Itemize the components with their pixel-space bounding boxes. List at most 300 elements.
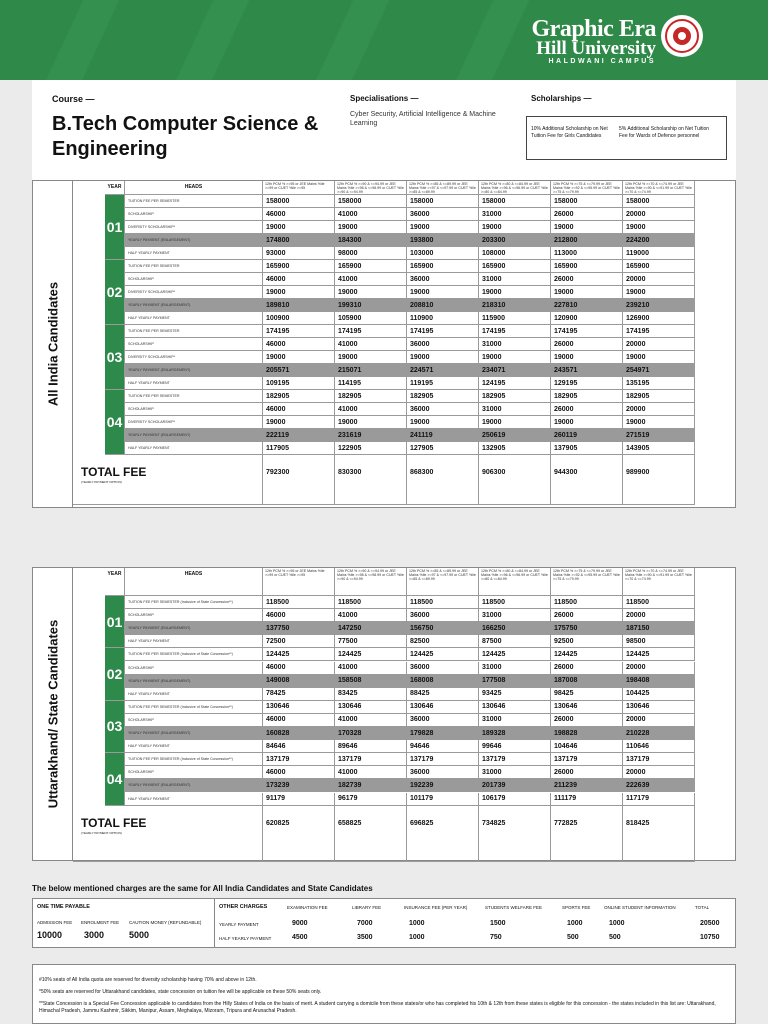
state-title-cell xyxy=(33,568,73,860)
other-charge-value: 3500 xyxy=(357,934,373,941)
fee-value: 189810 xyxy=(263,299,335,312)
criteria-header: 12th PCM % >=85 & <=89.99 or JEE Mains %ile >=97 & <=97.99 or CUET %ile >=85 & <=89.99 xyxy=(407,181,479,195)
fee-value: 124425 xyxy=(335,648,407,661)
fee-value: 224571 xyxy=(407,364,479,377)
fee-value: 19000 xyxy=(623,351,695,364)
fee-value: 126900 xyxy=(623,312,695,325)
fee-value: 165900 xyxy=(335,260,407,273)
fee-value: 205571 xyxy=(263,364,335,377)
criteria-header: 12th PCM % >=90 & <=94.99 or JEE Mains %ile >=98 & <=98.99 or CUET %ile >=90 & <=94.99 xyxy=(335,568,407,596)
other-charge-row-label: HALF YEARLY PAYMENT xyxy=(219,936,272,941)
fee-value: 19000 xyxy=(407,351,479,364)
fee-value: 26000 xyxy=(551,208,623,221)
fee-value: 243571 xyxy=(551,364,623,377)
row-head: YEARLY PAYMENT (ENLARGEMENT) xyxy=(125,779,263,792)
total-fee-label xyxy=(73,455,263,505)
other-charge-value: 9000 xyxy=(292,920,308,927)
fee-value: 77500 xyxy=(335,635,407,648)
fee-value: 119195 xyxy=(407,377,479,390)
fee-value: 165900 xyxy=(551,260,623,273)
fee-value: 19000 xyxy=(551,221,623,234)
fee-value: 19000 xyxy=(407,416,479,429)
row-head: HALF YEARLY PAYMENT xyxy=(125,793,263,806)
seal-icon xyxy=(660,14,704,58)
fee-value: 199310 xyxy=(335,299,407,312)
fee-value: 130646 xyxy=(623,701,695,714)
row-head: HALF YEARLY PAYMENT xyxy=(125,635,263,648)
fee-value: 198408 xyxy=(623,675,695,688)
fee-value: 208810 xyxy=(407,299,479,312)
total-fee-label xyxy=(73,806,263,862)
fee-value: 31000 xyxy=(479,338,551,351)
row-head: YEARLY PAYMENT (ENLARGEMENT) xyxy=(125,622,263,635)
row-head: HALF YEARLY PAYMENT xyxy=(125,442,263,455)
heads-header: HEADS xyxy=(125,568,263,596)
fee-value: 156750 xyxy=(407,622,479,635)
fee-value: 147250 xyxy=(335,622,407,635)
fee-value: 36000 xyxy=(407,403,479,416)
fee-value: 31000 xyxy=(479,766,551,779)
fee-value: 19000 xyxy=(623,416,695,429)
fee-value: 41000 xyxy=(335,338,407,351)
fee-value: 36000 xyxy=(407,714,479,727)
fee-value: 41000 xyxy=(335,609,407,622)
scholarship-defence: 5% Additional Scholarship on Net Tuition Fee for Wards of Defence personnel xyxy=(619,126,710,139)
fee-value: 132905 xyxy=(479,442,551,455)
fee-value: 182905 xyxy=(623,390,695,403)
one-time-value: 3000 xyxy=(84,930,105,940)
total-value: 989900 xyxy=(623,455,695,505)
row-head: SCHOLARSHIP xyxy=(125,208,263,221)
criteria-header: 12th PCM % >=95 or JEE Mains %ile >=99 or CUET %ile >=95 xyxy=(263,181,335,195)
fee-value: 130646 xyxy=(551,701,623,714)
other-charge-value: 1000 xyxy=(609,920,625,927)
fee-value: 137179 xyxy=(335,753,407,766)
fee-value: 168008 xyxy=(407,675,479,688)
fee-value: 96179 xyxy=(335,793,407,806)
row-head: YEARLY PAYMENT (ENLARGEMENT) xyxy=(125,299,263,312)
fee-value: 149008 xyxy=(263,675,335,688)
one-time-label: ADMISSION FEE xyxy=(37,920,73,925)
fee-value: 26000 xyxy=(551,766,623,779)
fee-value: 20000 xyxy=(623,208,695,221)
course-title: B.Tech Computer Science & Engineering xyxy=(52,113,319,160)
year-label: 01 xyxy=(105,596,125,648)
other-charge-value: 1000 xyxy=(409,920,425,927)
fee-value: 98000 xyxy=(335,247,407,260)
fee-value: 19000 xyxy=(335,221,407,234)
other-charge-value: 20500 xyxy=(700,920,720,927)
fee-value: 203300 xyxy=(479,234,551,247)
fee-value: 46000 xyxy=(263,714,335,727)
fee-value: 201739 xyxy=(479,779,551,792)
row-head: SCHOLARSHIP xyxy=(125,403,263,416)
fee-value: 170328 xyxy=(335,727,407,740)
fee-value: 20000 xyxy=(623,338,695,351)
fee-value: 109195 xyxy=(263,377,335,390)
fee-value: 239210 xyxy=(623,299,695,312)
fee-value: 93425 xyxy=(479,688,551,701)
fee-value: 158000 xyxy=(479,195,551,208)
fee-value: 19000 xyxy=(479,221,551,234)
row-head: HALF YEARLY PAYMENT xyxy=(125,688,263,701)
fee-value: 105900 xyxy=(335,312,407,325)
row-head: TUITION FEE PER SEMESTER (Inclusive of State Concession**) xyxy=(125,753,263,766)
fee-value: 143905 xyxy=(623,442,695,455)
fee-value: 104646 xyxy=(551,740,623,753)
fee-value: 19000 xyxy=(623,221,695,234)
one-time-value: 5000 xyxy=(129,930,150,940)
other-charge-value: 10750 xyxy=(700,934,720,941)
criteria-header: 12th PCM % >=70 & <=74.99 or JEE Mains %ile >=90 & <=91.99 or CUET %ile >=70 & <=74.99 xyxy=(623,568,695,596)
other-charge-column: TOTAL xyxy=(695,905,710,910)
fee-value: 182905 xyxy=(551,390,623,403)
fee-value: 101179 xyxy=(407,793,479,806)
fee-value: 104425 xyxy=(623,688,695,701)
other-charge-column: LIBRARY FEE xyxy=(352,905,382,910)
fee-value: 158508 xyxy=(335,675,407,688)
row-head: TUITION FEE PER SEMESTER (Inclusive of State Concession**) xyxy=(125,701,263,714)
fee-value: 193800 xyxy=(407,234,479,247)
course-label: Course — xyxy=(52,94,95,104)
campus-name: HALDWANI CAMPUS xyxy=(548,58,656,65)
fee-value: 117905 xyxy=(263,442,335,455)
fee-value: 26000 xyxy=(551,273,623,286)
fee-value: 218310 xyxy=(479,299,551,312)
fee-value: 82500 xyxy=(407,635,479,648)
fee-value: 182905 xyxy=(335,390,407,403)
year-label: 03 xyxy=(105,325,125,390)
fee-value: 31000 xyxy=(479,662,551,675)
fee-value: 31000 xyxy=(479,403,551,416)
fee-value: 122905 xyxy=(335,442,407,455)
other-charge-column: EXAMINATION FEE xyxy=(287,905,328,910)
fee-value: 26000 xyxy=(551,662,623,675)
fee-value: 20000 xyxy=(623,273,695,286)
fee-value: 165900 xyxy=(263,260,335,273)
criteria-header: 12th PCM % >=75 & <=79.99 or JEE Mains %ile >=92 & <=95.99 or CUET %ile >=75 & <=79.99 xyxy=(551,181,623,195)
fee-value: 124425 xyxy=(479,648,551,661)
fee-value: 211239 xyxy=(551,779,623,792)
fee-value: 99646 xyxy=(479,740,551,753)
fee-value: 19000 xyxy=(479,416,551,429)
fee-value: 224200 xyxy=(623,234,695,247)
fee-value: 19000 xyxy=(551,416,623,429)
fee-value: 137750 xyxy=(263,622,335,635)
year-label: 01 xyxy=(105,195,125,260)
fee-value: 182739 xyxy=(335,779,407,792)
fee-value: 19000 xyxy=(407,286,479,299)
fee-value: 174195 xyxy=(623,325,695,338)
fee-value: 113000 xyxy=(551,247,623,260)
row-head: SCHOLARSHIP xyxy=(125,766,263,779)
scholarship-girls: 10% Additional Scholarship on Net Tuition Fee for Girls Candidates xyxy=(531,126,608,139)
fee-value: 187008 xyxy=(551,675,623,688)
criteria-header: 12th PCM % >=90 & <=94.99 or JEE Mains %ile >=98 & <=98.99 or CUET %ile >=90 & <=94.99 xyxy=(335,181,407,195)
fee-value: 127905 xyxy=(407,442,479,455)
row-head: TUITION FEE PER SEMESTER xyxy=(125,325,263,338)
fee-value: 137179 xyxy=(479,753,551,766)
fee-value: 215071 xyxy=(335,364,407,377)
row-head: YEARLY PAYMENT (ENLARGEMENT) xyxy=(125,234,263,247)
fee-value: 118500 xyxy=(551,596,623,609)
fee-value: 260119 xyxy=(551,429,623,442)
fee-value: 46000 xyxy=(263,403,335,416)
fee-value: 19000 xyxy=(263,286,335,299)
other-charge-value: 4500 xyxy=(292,934,308,941)
fee-value: 100900 xyxy=(263,312,335,325)
fee-value: 212800 xyxy=(551,234,623,247)
fee-value: 137179 xyxy=(623,753,695,766)
fee-value: 84646 xyxy=(263,740,335,753)
criteria-header: 12th PCM % >=85 & <=89.99 or JEE Mains %ile >=97 & <=97.99 or CUET %ile >=85 & <=89.99 xyxy=(407,568,479,596)
fee-value: 20000 xyxy=(623,609,695,622)
fee-value: 174195 xyxy=(335,325,407,338)
total-value: 868300 xyxy=(407,455,479,505)
total-fee-subtitle: (YEARLY PAYMENT OPTION) xyxy=(81,830,122,835)
fee-value: 137179 xyxy=(407,753,479,766)
fee-value: 118500 xyxy=(623,596,695,609)
fee-value: 19000 xyxy=(479,286,551,299)
fee-value: 130646 xyxy=(335,701,407,714)
fee-value: 182905 xyxy=(263,390,335,403)
other-charge-value: 7000 xyxy=(357,920,373,927)
one-time-label: ENROLMENT FEE xyxy=(81,920,120,925)
fee-value: 36000 xyxy=(407,609,479,622)
row-head: DIVERSITY SCHOLARSHIP* xyxy=(125,286,263,299)
scholarships-label: Scholarships — xyxy=(531,94,592,103)
fee-value: 124195 xyxy=(479,377,551,390)
fee-value: 174195 xyxy=(263,325,335,338)
fee-value: 19000 xyxy=(551,351,623,364)
footnote: *50% seats are reserved for Uttarakhand candidates, state concession on tuition fee will be applicable on these 50% seats only. xyxy=(39,989,322,995)
criteria-header: 12th PCM % >=95 or JEE Mains %ile >=99 or CUET %ile >=95 xyxy=(263,568,335,596)
fee-value: 165900 xyxy=(407,260,479,273)
total-fee-subtitle: (YEARLY PAYMENT OPTION) xyxy=(81,480,122,484)
fee-value: 94646 xyxy=(407,740,479,753)
one-time-title: ONE TIME PAYABLE xyxy=(37,904,90,910)
total-fee-title: TOTAL FEE xyxy=(81,815,147,830)
university-logo[interactable] xyxy=(498,14,738,70)
criteria-header: 12th PCM % >=80 & <=84.99 or JEE Mains %ile >=96 & <=96.99 or CUET %ile >=80 & <=84.99 xyxy=(479,181,551,195)
fee-value: 78425 xyxy=(263,688,335,701)
brand-name: Graphic Era xyxy=(531,16,656,42)
year-label: 04 xyxy=(105,390,125,455)
footnote: #10% seats of All India quota are reserved for diversity scholarship having 70% and above in 12th. xyxy=(39,977,257,983)
fee-value: 36000 xyxy=(407,662,479,675)
all-india-title: All India Candidates xyxy=(45,281,60,407)
fee-value: 174195 xyxy=(551,325,623,338)
total-value: 830300 xyxy=(335,455,407,505)
total-value: 944300 xyxy=(551,455,623,505)
fee-value: 36000 xyxy=(407,208,479,221)
fee-value: 19000 xyxy=(623,286,695,299)
row-head: TUITION FEE PER SEMESTER (Inclusive of State Concession**) xyxy=(125,648,263,661)
other-charge-column: STUDENTS WELFARE FEE xyxy=(485,905,543,910)
other-charge-value: 500 xyxy=(609,934,621,941)
fee-value: 19000 xyxy=(263,416,335,429)
fee-value: 89646 xyxy=(335,740,407,753)
other-charge-value: 500 xyxy=(567,934,579,941)
fee-value: 83425 xyxy=(335,688,407,701)
fee-value: 19000 xyxy=(335,351,407,364)
year-label: 04 xyxy=(105,753,125,805)
fee-value: 87500 xyxy=(479,635,551,648)
fee-value: 182905 xyxy=(407,390,479,403)
state-section xyxy=(32,567,736,861)
year-label: 02 xyxy=(105,648,125,700)
fee-value: 103000 xyxy=(407,247,479,260)
fee-value: 36000 xyxy=(407,766,479,779)
fee-value: 26000 xyxy=(551,338,623,351)
fee-value: 26000 xyxy=(551,714,623,727)
fee-value: 129195 xyxy=(551,377,623,390)
fee-value: 165900 xyxy=(623,260,695,273)
one-time-value: 10000 xyxy=(37,930,63,940)
fee-value: 130646 xyxy=(479,701,551,714)
other-charge-value: 1500 xyxy=(490,920,506,927)
row-head: TUITION FEE PER SEMESTER xyxy=(125,260,263,273)
fee-value: 120900 xyxy=(551,312,623,325)
fee-value: 135195 xyxy=(623,377,695,390)
fee-value: 41000 xyxy=(335,208,407,221)
fee-value: 88425 xyxy=(407,688,479,701)
fee-value: 192239 xyxy=(407,779,479,792)
row-head: TUITION FEE PER SEMESTER xyxy=(125,390,263,403)
header-banner xyxy=(0,0,768,80)
row-head: SCHOLARSHIP xyxy=(125,273,263,286)
row-head: YEARLY PAYMENT (ENLARGEMENT) xyxy=(125,675,263,688)
fee-value: 118500 xyxy=(335,596,407,609)
fee-value: 174195 xyxy=(407,325,479,338)
row-head: HALF YEARLY PAYMENT xyxy=(125,377,263,390)
fee-value: 189328 xyxy=(479,727,551,740)
fee-value: 124425 xyxy=(623,648,695,661)
fee-value: 175750 xyxy=(551,622,623,635)
fee-value: 20000 xyxy=(623,766,695,779)
fee-value: 31000 xyxy=(479,609,551,622)
fee-value: 72500 xyxy=(263,635,335,648)
fee-value: 158000 xyxy=(551,195,623,208)
year-header: YEAR xyxy=(105,181,125,195)
fee-value: 119000 xyxy=(623,247,695,260)
fee-value: 46000 xyxy=(263,609,335,622)
fee-value: 160828 xyxy=(263,727,335,740)
fee-value: 166250 xyxy=(479,622,551,635)
fee-value: 174195 xyxy=(479,325,551,338)
fee-value: 187150 xyxy=(623,622,695,635)
fee-value: 111179 xyxy=(551,793,623,806)
fee-value: 165900 xyxy=(479,260,551,273)
scholarships-box xyxy=(526,116,727,160)
criteria-header: 12th PCM % >=70 & <=74.99 or JEE Mains %ile >=90 & <=91.99 or CUET %ile >=70 & <=74.99 xyxy=(623,181,695,195)
fee-value: 110900 xyxy=(407,312,479,325)
fee-value: 118500 xyxy=(263,596,335,609)
row-head: HALF YEARLY PAYMENT xyxy=(125,247,263,260)
specialisations-text: Cyber Security, Artificial Intelligence & Machine Learning xyxy=(350,111,496,127)
fee-value: 19000 xyxy=(335,416,407,429)
other-charge-row-label: YEARLY PAYMENT xyxy=(219,922,259,927)
fee-value: 124425 xyxy=(551,648,623,661)
total-value: 772825 xyxy=(551,806,623,862)
fee-value: 124425 xyxy=(263,648,335,661)
row-head: HALF YEARLY PAYMENT xyxy=(125,740,263,753)
fee-value: 174800 xyxy=(263,234,335,247)
fee-value: 98500 xyxy=(623,635,695,648)
other-charge-value: 1000 xyxy=(567,920,583,927)
fee-value: 177508 xyxy=(479,675,551,688)
fee-value: 137179 xyxy=(263,753,335,766)
fee-value: 20000 xyxy=(623,662,695,675)
fee-value: 231619 xyxy=(335,429,407,442)
fee-value: 241119 xyxy=(407,429,479,442)
fee-value: 234071 xyxy=(479,364,551,377)
fee-value: 19000 xyxy=(407,221,479,234)
row-head: YEARLY PAYMENT (ENLARGEMENT) xyxy=(125,364,263,377)
fee-value: 179828 xyxy=(407,727,479,740)
fee-value: 93000 xyxy=(263,247,335,260)
year-label: 02 xyxy=(105,260,125,325)
fee-value: 250619 xyxy=(479,429,551,442)
total-value: 658825 xyxy=(335,806,407,862)
other-charges-title: OTHER CHARGES xyxy=(219,904,268,910)
fee-value: 19000 xyxy=(551,286,623,299)
row-head: SCHOLARSHIP xyxy=(125,714,263,727)
specialisations-label: Specialisations — xyxy=(350,94,419,103)
row-head: TUITION FEE PER SEMESTER (Inclusive of State Concession**) xyxy=(125,596,263,609)
fee-value: 271519 xyxy=(623,429,695,442)
total-value: 792300 xyxy=(263,455,335,505)
fee-value: 108000 xyxy=(479,247,551,260)
total-value: 818425 xyxy=(623,806,695,862)
fee-value: 198828 xyxy=(551,727,623,740)
fee-value: 158000 xyxy=(263,195,335,208)
total-value: 906300 xyxy=(479,455,551,505)
fee-value: 254971 xyxy=(623,364,695,377)
fee-value: 137179 xyxy=(551,753,623,766)
row-head: SCHOLARSHIP xyxy=(125,609,263,622)
fee-value: 41000 xyxy=(335,403,407,416)
fee-value: 46000 xyxy=(263,208,335,221)
fee-value: 20000 xyxy=(623,714,695,727)
fee-value: 36000 xyxy=(407,273,479,286)
fee-value: 137905 xyxy=(551,442,623,455)
total-value: 696825 xyxy=(407,806,479,862)
fee-value: 117179 xyxy=(623,793,695,806)
criteria-header: 12th PCM % >=80 & <=84.99 or JEE Mains %ile >=96 & <=96.99 or CUET %ile >=80 & <=84.99 xyxy=(479,568,551,596)
row-head: YEARLY PAYMENT (ENLARGEMENT) xyxy=(125,429,263,442)
fee-value: 41000 xyxy=(335,766,407,779)
fee-value: 92500 xyxy=(551,635,623,648)
fee-value: 41000 xyxy=(335,273,407,286)
one-time-label: CAUTION MONEY (REFUNDABLE) xyxy=(129,920,202,925)
row-head: DIVERSITY SCHOLARSHIP* xyxy=(125,416,263,429)
fee-value: 19000 xyxy=(263,351,335,364)
course-card xyxy=(32,80,736,180)
fee-value: 227810 xyxy=(551,299,623,312)
fee-value: 98425 xyxy=(551,688,623,701)
heads-header: HEADS xyxy=(125,181,263,195)
other-charge-value: 1000 xyxy=(409,934,425,941)
fee-value: 91179 xyxy=(263,793,335,806)
fee-value: 158000 xyxy=(623,195,695,208)
fee-value: 26000 xyxy=(551,403,623,416)
fee-value: 114195 xyxy=(335,377,407,390)
total-fee-title: TOTAL FEE xyxy=(81,465,147,479)
fee-value: 46000 xyxy=(263,273,335,286)
all-india-section xyxy=(32,180,736,508)
row-head: HALF YEARLY PAYMENT xyxy=(125,312,263,325)
